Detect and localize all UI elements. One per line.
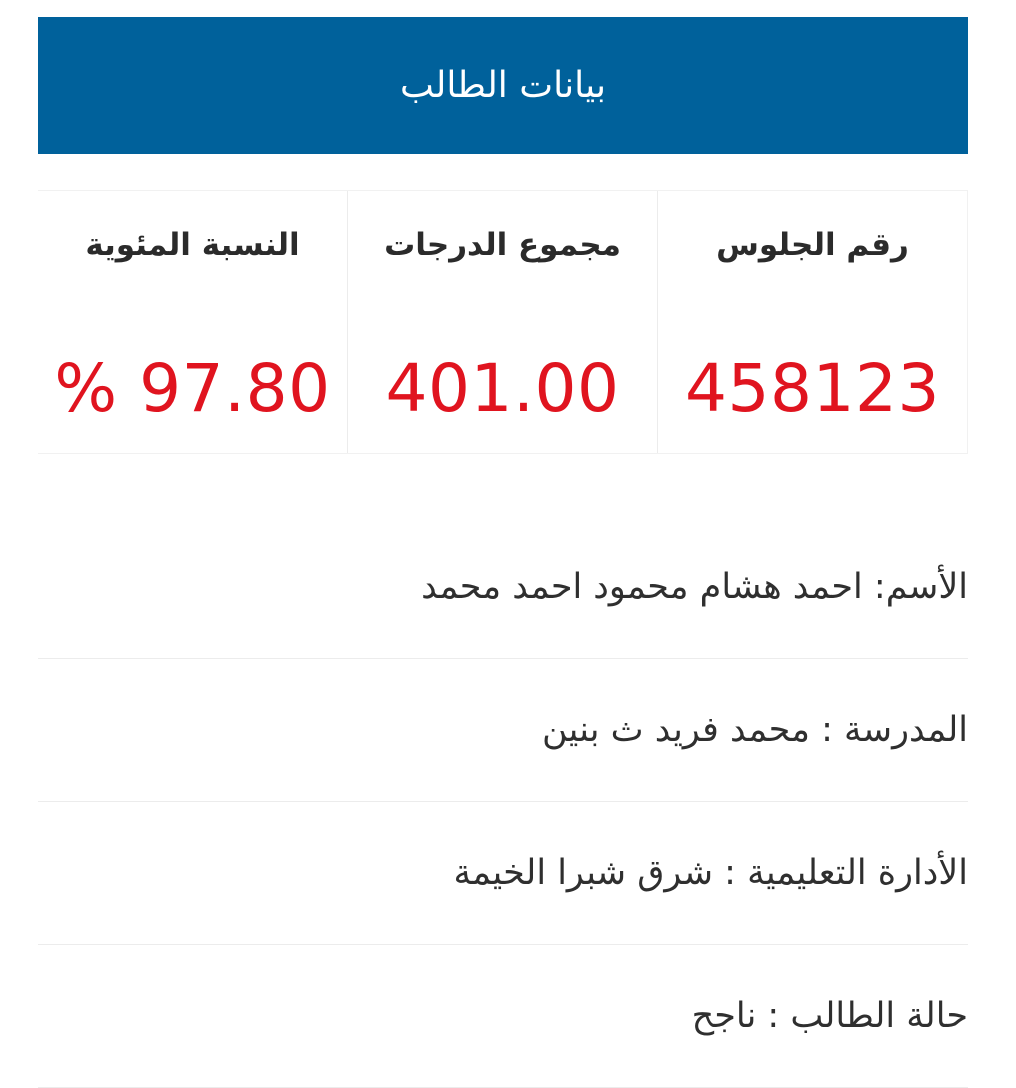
total-score-cell xyxy=(347,191,657,453)
details-list xyxy=(38,516,968,1088)
detail-row-status xyxy=(38,945,968,1088)
total-score-label: مجموع الدرجات xyxy=(384,227,621,263)
student-name-text: الأسم: احمد هشام محمود احمد محمد xyxy=(421,567,968,607)
percentage-cell xyxy=(38,191,347,453)
detail-row-name xyxy=(38,516,968,659)
detail-row-administration xyxy=(38,802,968,945)
school-text: المدرسة : محمد فريد ث بنين xyxy=(542,710,968,750)
card-header xyxy=(38,17,968,154)
percentage-label: النسبة المئوية xyxy=(85,227,300,263)
seat-number-cell xyxy=(657,191,968,453)
total-score-value: 401.00 xyxy=(385,350,620,427)
stats-row xyxy=(38,190,968,454)
student-status-text: حالة الطالب : ناجح xyxy=(691,996,968,1036)
percentage-value: % 97.80 xyxy=(54,350,331,427)
student-results-card xyxy=(38,17,968,1036)
seat-number-value: 458123 xyxy=(685,350,940,427)
detail-row-school xyxy=(38,659,968,802)
seat-number-label: رقم الجلوس xyxy=(716,227,909,263)
administration-text: الأدارة التعليمية : شرق شبرا الخيمة xyxy=(453,853,968,893)
card-title: بيانات الطالب xyxy=(400,65,606,106)
